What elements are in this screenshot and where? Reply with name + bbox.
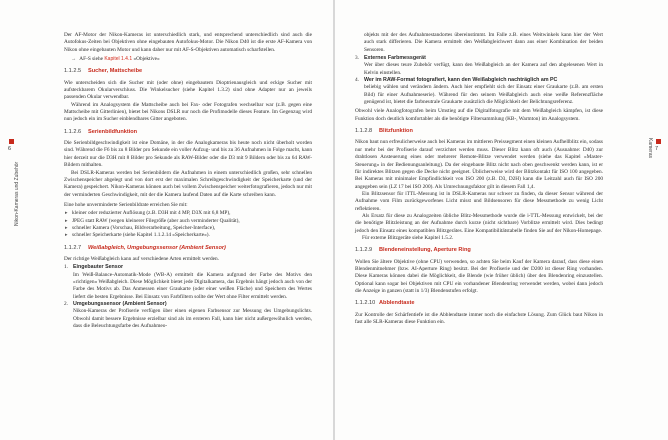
body-paragraph: Eine hohe unverminderte Serienbildrate erreichen Sie mit: — [64, 201, 188, 208]
side-running-header: Kameras — [647, 138, 653, 159]
body-paragraph: Als Ersatz für diese zu Analogzeiten übliche Blitz-Messmethode wurde die i-TTL-Messung entwickelt, bei der die benötigte Blitzleistung an der Aufnahme durch kurze (nicht sichtbare) Vorblitze ermittelt wird. Dies bedingt jedoch den Einsatz eines kompatiblen Blitzgerätes. Eine Kompatibilitätstabelle finden Sie auf der Nikon-Homepage. — [355, 212, 603, 234]
body-paragraph: Nikon baut nun erfreulicherweise auch bei Kameras im mittleren Preissegment einen kleinen Aufhellblitz ein, sodass nur mehr bei der Profiserie darauf verzichtet werden muss. Dieser Blitz kann oft auch (Ausnahme: D40) zur drahtlosen Ansteuerung eines oder mehrerer Remote-Blitze verwendet werden (siehe das Kapitel »Master-Steuerung« in der Bedienungsanleitung). Da der eingebaute Blitz nicht nach oben geschwenkt werden kann, ist er für indirektes Blitzen gegen die Decke nicht geeignet. Üblicherweise wird der Blitzkontakt für ISO 100 angegeben. Bei Kameras mit minimaler Empfindlichkeit von ISO 200 (z.B. D3, D2H) kann die Leitzahl auch für ISO 200 angegeben sein (LZ 17 bei ISO 200). Als Umrechnungsfaktor gilt in diesem Fall 1,4. — [355, 139, 603, 190]
cross-reference: → AF-S siehe Kapitel 1.4.1 »Objektive« — [71, 56, 160, 63]
left-page-text — [64, 32, 312, 332]
body-paragraph: Wie unterscheiden sich die Sucher mit (oder ohne) eingebautem Dioptrienausgleich und eckige Sucher mit aufsteckbarem Okularverschluss. Die Winkelsucher (siehe Kapitel 1.3.2) sind ohne Adapter nur an jeweils passenden Okular verwendbar. — [64, 79, 312, 101]
numbered-list — [64, 264, 312, 330]
body-paragraph: Die Serienbildgeschwindigkeit ist eine Domäne, in der die Analogkameras bis heute noch nicht überholt worden sind. Während die F6 bis zu 8 Bilder pro Sekunde ein voller Aufzug- und bis zu 36 Aufnahmen in Folge macht, kann hier derzeit nur die D3H mit 8 Bilder pro Sekunde als RAW-Bilder oder die D3 mit 9 Bildern oder bis zu 64 RAW-Bildern mithalten. — [64, 140, 312, 169]
list-item: 1. Eingebauter Sensor Im Weiß-Balance-Automatik-Mode (WB-A) ermittelt die Kamera aufgrund der Farbe des Motivs den »richtigen« Weißabgleich. Diese Möglichkeit bietet jede Digitalkamera, das Ergebnis hängt jedoch auch von der Farbe des Motivs ab. Das Anmessen einer Graukarte (oder einer weißen Fläche) und Speichern des Wertes liefert die besten Ergebnisse. Bei Einsatz von Farbfiltern sollte der Wert ohne Filter ermittelt werden. — [64, 264, 312, 300]
section-heading: 1.1.2.7 Weißabgleich, Umgebungssensor (Ambient Sensor) — [64, 244, 226, 251]
chapter-link[interactable]: Kapitel 1.4.1 — [104, 56, 133, 63]
side-page-number: 6 — [8, 146, 12, 152]
section-heading: 1.1.2.5 Sucher, Mattscheibe — [64, 68, 143, 75]
left-page — [0, 0, 333, 440]
list-item: 2. Umgebungssensor (Ambient Sensor) Nikon-Kameras der Profiserie verfügen über einen eigenen Farbsensor zur Messung des Umgebungslichts. Obwohl damit bessere Ergebnisse erzielbar sind als im ersteren Fall, kann hier nicht außergewöhnlich werden, dass die Beleuchtungsfarbe des Aufnahmeo- — [64, 301, 312, 330]
body-paragraph: objekts mit der des Aufnahmestandortes übereinstimmt. Im Falle z.B. eines Weitwinkels kann hier der Wert auch stark differieren. Die Kamera ermittelt den Weißabgleichwert dann aus einer Kombination der beiden Sensoren. — [364, 32, 603, 53]
list-item: 4. Wer im RAW-Format fotografiert, kann den Weißabgleich nachträglich am PC beliebig wählen und verändern ändern. Auch hier empfiehlt sich der Einsatz einer Graukarte (z.B. am ersten Bild) für einer Aufnahmeserie). Während für den seinem Weißabgleich auch eine weiße Referenzfläche genügend ist, bietet die farbneutrale Graukarte zusätzlich die Möglichkeit der Belichtungsreferenz. — [355, 77, 603, 106]
body-paragraph: Ein Blitzsensor für iTTL-Messung ist in DSLR-Kameras nur schwer zu finden, da dieser Sensor während der Aufnahme vom Film zurückgeworfenes Licht misst und Bildsensoren für diese Messmethode zu wenig Licht reflektieren. — [355, 190, 603, 212]
numbered-list — [355, 55, 603, 106]
list-item: ▸ schneller Speicherkarte (siehe Kapitel 1.1.2.14 »Speicherkarte«). — [64, 232, 312, 239]
right-page-text — [355, 32, 603, 326]
body-paragraph: Zur Kontrolle der Schärfentiefe ist die Abblendtaste immer noch die einfachste Lösung. Zum Glück baut Nikon in fast alle SLR-Kameras diese Funktion ein. — [355, 311, 603, 326]
bullet-list — [64, 210, 312, 239]
body-paragraph: Obwohl viele Analogfotografen beim Umstieg auf die Digitalfotografie mit dem Weißabgleich kämpfen, ist diese Funktion doch deutlich komfortabler als die benötigte Filtersammlung (KB-, Warmton) im Analogsystem. — [355, 108, 603, 122]
section-heading: 1.1.2.6 Serienbildfunktion — [64, 128, 138, 135]
section-heading: 1.1.2.8 Blitzfunktion — [355, 128, 413, 135]
right-page — [335, 0, 668, 440]
chapter-tab-marker — [656, 139, 661, 144]
body-paragraph: Für externe Blitzgeräte siehe Kapitel 1.5.2. — [362, 234, 454, 241]
side-running-header: Nikon-Kameras und Zubehör — [14, 161, 20, 226]
list-item: 3. Externes Farbmessgerät Wer über dieses teure Zubehör verfügt, kann den Weißabgleich an der Kamera auf den abgelesenen Wert in Kelvin einstellen. — [355, 55, 603, 76]
body-paragraph: Der richtige Weißabgleich kann auf verschiedene Arten ermittelt werden. — [64, 255, 219, 262]
section-heading: 1.1.2.10 Abblendtaste — [355, 300, 415, 307]
list-item: ▸ kleiner oder reduzierter Auflösung (z.B. D3H mit 4 MP, D3X mit 6,8 MP), — [64, 210, 312, 217]
body-paragraph: Bei DSLR-Kameras werden bei Serienbildern die Aufnahmen in einem unterschiedlich großen, sehr schnellen Zwischenspeicher abgelegt und von dort erst der maximalen Schreibgeschwindigkeit der Speicherkarte (und der Kamera) gespeichert. Nikon-Kameras können auch bei vollem Zwischenspeicher weiterfotografieren, jedoch nur mit der verminderten Geschwindigkeit, mit der die Kamera laufend Daten auf die Karte schreiben kann. — [64, 169, 312, 198]
chapter-tab-marker — [9, 139, 14, 144]
intro-paragraph: Der AF-Motor der Nikon-Kameras ist unterschiedlich stark, und entsprechend unterschiedlich sind auch die Autofokus-Zeiten bei Objektiven ohne eingebauten Autofokus-Motor. Die Nikon D40 ist die erste AF-Kamera von Nikon ohne eingebauten Motor und kann daher nur mit AF-S-Objektiven automatisch scharfstellen. — [64, 32, 312, 53]
arrow-icon: → — [71, 56, 77, 63]
body-paragraph: Wollen Sie ältere Objektive (ohne CPU) verwenden, so achten Sie beim Kauf der Kamera darauf, dass diese einen Blendenmitnehmer (bzw. AI-Aperture Ring) besitzt. Bei der Profiserie und der D200 ist dieser Ring vorhanden. Diese Kameras können dabei die Möglichkeit, die Blende (wie früher üblich) über den Blendenring einzustellen. Optional kann sogar bei Objektiven mit CPU ein vorhandener Blendenring verwendet werden, wobei dann jedoch die Anzeige in ganzen (statt in 1/3) Blendenstufen erfolgt. — [355, 258, 603, 294]
section-heading: 1.1.2.9 Blendeneinstellung, Aperture Ring — [355, 247, 471, 254]
list-item: ▸ schneller Kamera (Vorschau, Bildverarbeitung, Speicher-Interface), — [64, 225, 312, 232]
side-page-number: 7 — [655, 146, 659, 152]
list-item: ▸ JPEG statt RAW (wegen kleinerer Filegröße (aber auch verminderter Qualität), — [64, 218, 312, 225]
body-paragraph: Während im Analogsystem die Mattscheibe auch bei Fax- oder Fotografen wechselbar war (z.B. gegen eine Mattscheibe mit Gitterlinien), bietet bei Nikons DSLR nur noch die Profimodelle dieses Feature. Im Gegenzug wird nun jedoch ein im Sucher einblendbares Gitter angeboten. — [64, 101, 312, 123]
